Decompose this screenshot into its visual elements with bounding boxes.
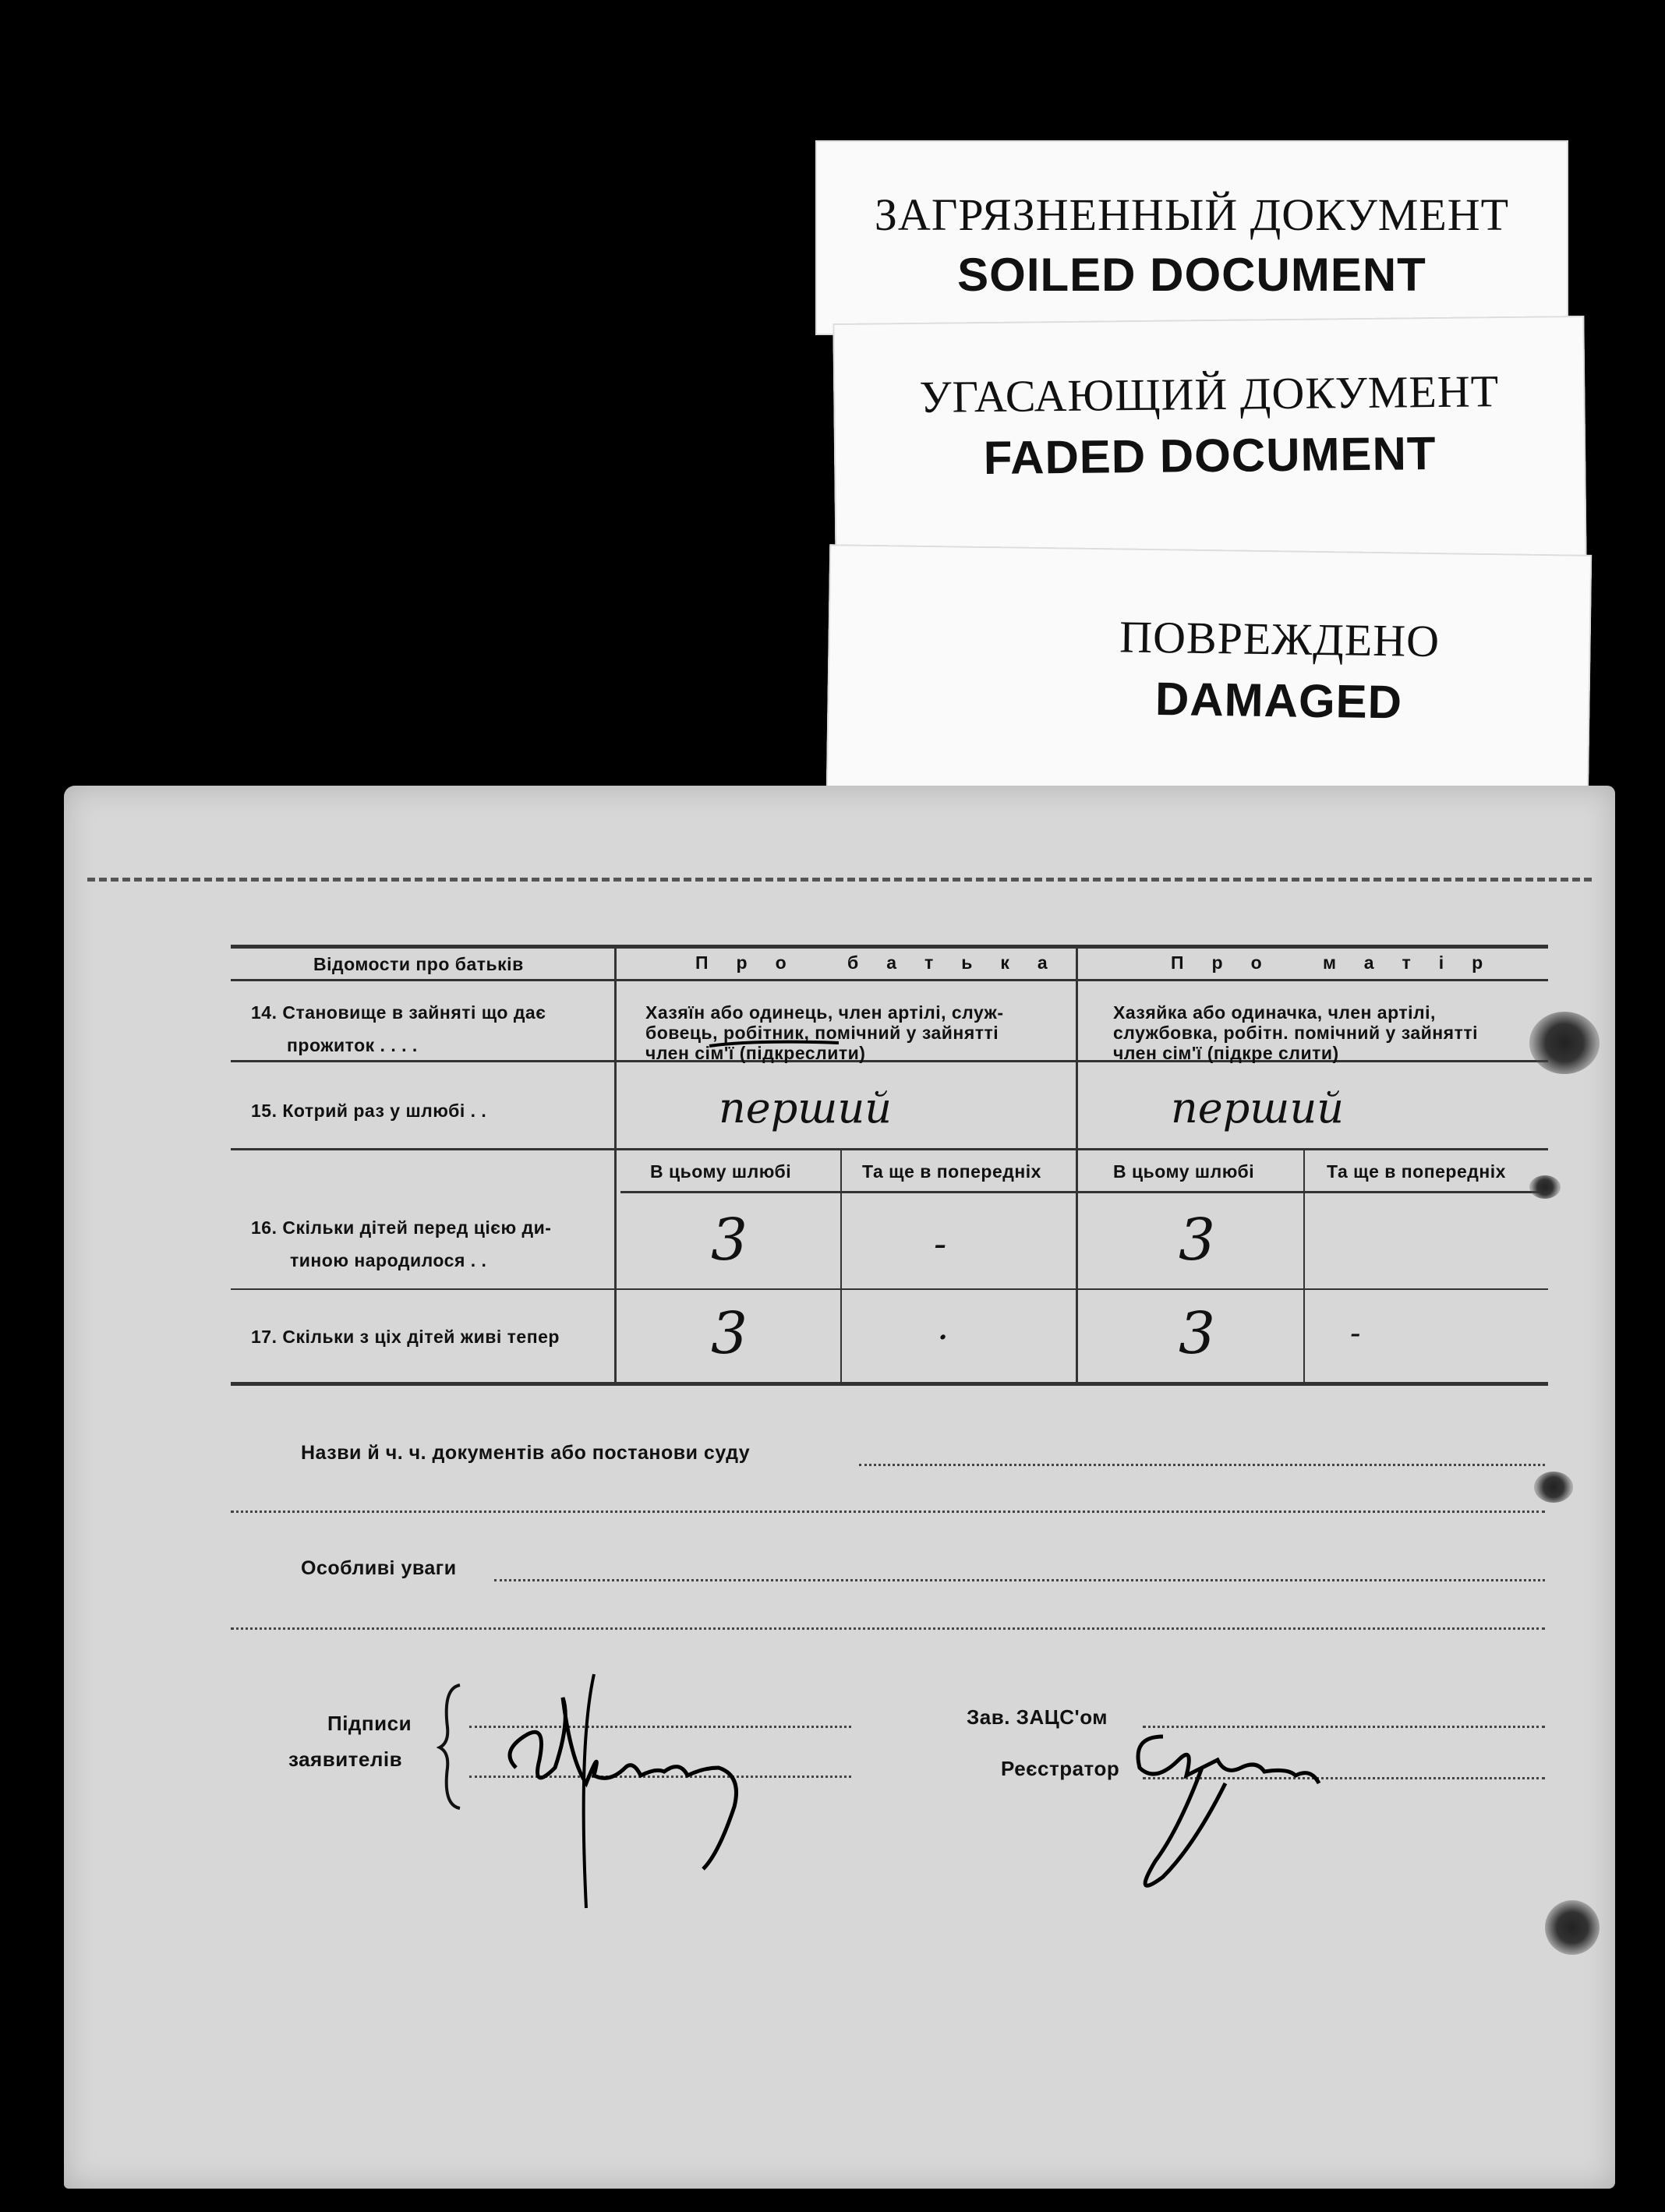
- col-divider-2: [1076, 948, 1078, 1384]
- perforation-line: [87, 878, 1592, 882]
- col-divider-father-sub: [840, 1150, 842, 1384]
- row14-mother-line2: службовка, робітн. помічний у зайнятті: [1113, 1023, 1479, 1043]
- signatures-brace: [437, 1680, 468, 1813]
- damaged-label-ru: ПОВРЕЖДЕНО: [1119, 611, 1441, 667]
- row16-father-this-value: 3: [711, 1207, 748, 1274]
- documents-label: Назви й ч. ч. документів або постанови суду: [301, 1442, 751, 1464]
- col-divider-mother-sub: [1303, 1150, 1305, 1384]
- notes-line-1: [494, 1579, 1545, 1581]
- soiled-document-label: [815, 140, 1568, 335]
- row16-label-line1: 16. Скільки дітей перед цією ди-: [251, 1217, 552, 1238]
- faded-label-en: FADED DOCUMENT: [983, 426, 1437, 485]
- row16-label-line2: тиною народилося . .: [290, 1250, 487, 1270]
- row14-father-line3: член сім'ї (підкреслити): [645, 1043, 866, 1063]
- soiled-label-en: SOILED DOCUMENT: [957, 249, 1426, 301]
- underline-mark: [708, 1038, 840, 1049]
- row14-mother-line3: член сім'ї (підкре слити): [1113, 1043, 1339, 1063]
- header-about-mother: Про матір: [1171, 952, 1511, 973]
- ink-stain: [1534, 1472, 1573, 1503]
- table-header-rule: [231, 979, 1548, 981]
- row15-label: 15. Котрий раз у шлюбі . .: [251, 1101, 487, 1121]
- row14-mother-line1: Хазяйка або одиначка, член артілі,: [1113, 1002, 1436, 1023]
- subheader-father-previous: Та ще в попередніх: [862, 1161, 1041, 1182]
- notes-label: Особливі уваги: [301, 1557, 457, 1579]
- subheader-mother-this-marriage: В цьому шлюбі: [1113, 1161, 1255, 1182]
- row16-rule: [231, 1288, 1548, 1290]
- row15-mother-value: перший: [1171, 1083, 1345, 1133]
- subheader-rule: [620, 1191, 1548, 1193]
- row14-rule: [231, 1060, 1548, 1062]
- table-top-rule: [231, 945, 1548, 949]
- registrar-label: Реєстратор: [1001, 1757, 1120, 1780]
- damaged-label-en: DAMAGED: [1154, 673, 1403, 729]
- table-bottom-rule: [231, 1382, 1548, 1386]
- ink-stain: [1545, 1900, 1600, 1955]
- row14-father-line2: бовець, робітник, помічний у зайнятті: [645, 1023, 999, 1043]
- row17-mother-prev-value: -: [1350, 1316, 1361, 1352]
- subheader-father-this-marriage: В цьому шлюбі: [650, 1161, 792, 1182]
- soiled-label-ru: ЗАГРЯЗНЕННЫЙ ДОКУМЕНТ: [874, 189, 1510, 240]
- header-parents-info: Відомости про батьків: [313, 954, 524, 974]
- subheader-mother-previous: Та ще в попередніх: [1327, 1161, 1506, 1182]
- signatures-label-line1: Підписи: [327, 1712, 412, 1735]
- header-about-father: Про батька: [695, 952, 1076, 973]
- col-divider-1: [614, 948, 617, 1384]
- row14-father-line1: Хазяїн або одинець, член артілі, служ-: [645, 1002, 1004, 1023]
- ink-stain: [1529, 1175, 1561, 1199]
- signatures-label-line2: заявителів: [288, 1747, 403, 1771]
- documents-line-2: [231, 1511, 1545, 1513]
- faded-document-label: [832, 316, 1586, 573]
- row14-label-line1: 14. Становище в зайняті що дає: [251, 1002, 546, 1023]
- notes-line-2: [231, 1627, 1545, 1630]
- registration-form-sheet: [64, 786, 1615, 2189]
- row15-rule: [231, 1148, 1548, 1150]
- row16-mother-this-value: 3: [1179, 1207, 1216, 1274]
- row17-father-prev-value: ·: [937, 1316, 949, 1359]
- damaged-document-label: [826, 544, 1592, 804]
- registrar-signature: [1108, 1705, 1358, 1908]
- applicant-signature: [485, 1651, 781, 1916]
- row17-mother-this-value: 3: [1179, 1300, 1216, 1367]
- row16-father-prev-value: -: [934, 1222, 947, 1266]
- ink-stain: [1529, 1012, 1600, 1074]
- documents-line-1: [859, 1464, 1545, 1466]
- row17-label: 17. Скільки з ціх дітей живі тепер: [251, 1327, 560, 1347]
- head-of-registry-label: Зав. ЗАЦС'ом: [967, 1705, 1108, 1729]
- faded-label-ru: УГАСАЮЩИЙ ДОКУМЕНТ: [919, 366, 1500, 422]
- row14-label-line2: прожиток . . . .: [287, 1035, 418, 1055]
- row15-father-value: перший: [719, 1083, 893, 1133]
- row17-father-this-value: 3: [711, 1300, 748, 1367]
